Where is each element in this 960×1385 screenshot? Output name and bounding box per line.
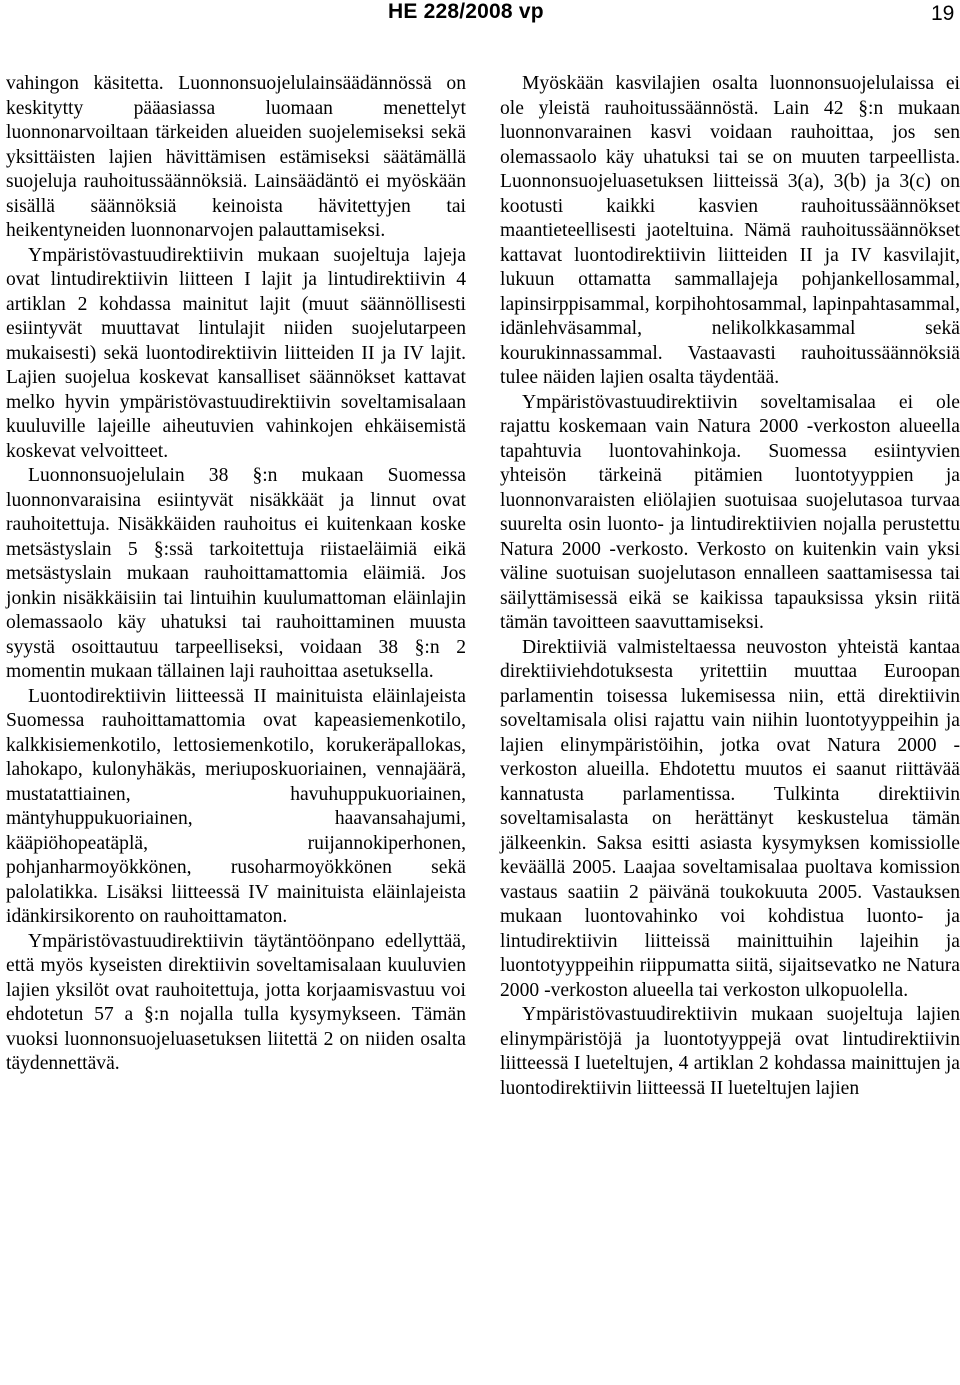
paragraph: Ympäristövastuudirektiivin täytäntöönpano edellyttää, että myös kyseisten direktiivin soveltamisalaan kuuluvien lajien yksilöt ovat rauhoitettuja, jotta korjaamisvastuu voi ehdotetun 57 a §:n nojalla tulla kysymykseen. Tämän vuoksi luonnonsuojeluasetuksen liitettä 2 on niiden osalta täydennettävä. bbox=[6, 930, 466, 1074]
paragraph: Direktiiviä valmisteltaessa neuvoston yhteistä kantaa direktiiviehdotuksesta yritettiin muuttaa Euroopan parlamentin toisessa lukemisessa niin, että direktiivin soveltamisala olisi rajattu vain niihin luontotyyppeihin ja lajien elinympäristöihin, jotka ovat Natura 2000 -verkoston alueilla. Ehdotettu muutos ei saanut riittävää kannatusta parlamentissa. Tulkinta direktiivin soveltamisalasta on herättänyt keskustelua tämän jälkeenkin. Saksa esitti asiasta kysymyksen komissiolle keväällä 2005. Laajaa soveltamisalaa puoltava komission vastaus saatiin 2 päivänä toukokuuta 2005. Vastauksen mukaan luontovahinko voi kohdistua luonto- ja lintudirektiivin liitteissä mainittuihin lajeihin ja luontotyyppeihin riippumatta siitä, sijaitsevatko ne Natura 2000 -verkoston alueella tai verkoston ulkopuolella. bbox=[500, 636, 960, 1001]
paragraph: Luonnonsuojelulain 38 §:n mukaan Suomessa luonnonvaraisina esiintyvät nisäkkäät ja linnut ovat rauhoitettuja. Nisäkkäiden rauhoitus ei kuitenkaan koske metsästyslain 5 §:ssä tarkoitettuja riistaeläimiä eikä metsästyslain mukaan rauhoittamattomia eläimiä. Jos jonkin nisäkkäisiin tai lintuihin kuulumattoman eläinlajin olemassaolo käy uhatuksi tai rauhoittaminen muusta syystä osoittautuu tarpeelliseksi, voidaan 38 §:n 2 momentin mukaan tällainen laji rauhoittaa asetuksella. bbox=[6, 465, 466, 682]
paragraph: Ympäristövastuudirektiivin mukaan suojeltuja lajeja ovat lintudirektiivin liitteen I lajit ja lintudirektiivin 4 artiklan 2 kohdassa mainitut lajit (muut säännöllisesti esiintyvät muuttavat lintulajit niiden suojelutarpeen mukaisesti) sekä luontodirektiivin liitteiden II ja IV lajit. Lajien suojelua koskevat kansalliset säännökset kattavat melko hyvin ympäristövastuudirektiivin soveltamisalaan kuuluville lajeille aiheutuvien vahinkojen ehkäisemistä koskevat velvoitteet. bbox=[6, 244, 466, 462]
paragraph: Luontodirektiivin liitteessä II mainituista eläinlajeista Suomessa rauhoittamattomia ovat kapeasiemenkotilo, kalkkisiemenkotilo, lettosiemenkotilo, korukeräpallokas, lahokapo, kulonyhäkäs, meriuposkuoriainen, vennajäärä, mustatattiainen, havuhuppukuoriainen, mäntyhuppukuoriainen, haavansahajumi, kääpiöhopeatäplä, ruijannokiperhonen, pohjanharmoyökkönen, rusoharmoyökkönen sekä palolatikka. Lisäksi liitteessä IV mainituista eläinlajeista idänkirsikorento on rauhoittamaton. bbox=[6, 685, 466, 927]
paragraph: vahingon käsitetta. Luonnonsuojelulainsäädännössä on keskitytty pääasiassa luomaan menettelyt luonnonarvoiltaan tärkeiden alueiden suojelemiseksi sekä yksittäisten lajien hävittämisen estämiseksi säätämällä suojeluja rauhoitussäännöksiä. Lainsäädäntö ei myöskään sisällä säännöksiä keinoista hävitettyjen tai heikentyneiden luonnonarvojen palauttamiseksi. bbox=[6, 73, 466, 241]
paragraph: Ympäristövastuudirektiivin soveltamisalaa ei ole rajattu koskemaan vain Natura 2000 -verkoston alueella tapahtuvia luontovahinkoja. Suomessa esiintyvien yhteisön tärkeinä pitämien luontotyyppien ja luonnonvaraisten eliölajien suotuisaa suojelutasoa turvaa suurelta osin luonto- ja lintudirektiivien nojalla perustettu Natura 2000 -verkosto. Verkosto on kuitenkin vain yksi väline suotuisan suojelutason ennalleen saattamisessa tai säilyttämisessä eikä se kaikissa tapauksissa yksin riitä tämän tavoitteen saavuttamiseksi. bbox=[500, 391, 960, 633]
left-column bbox=[6, 72, 466, 1077]
paragraph: Myöskään kasvilajien osalta luonnonsuojelulaissa ei ole yleistä rauhoitussäännöstä. Lain 42 §:n mukaan luonnonvarainen kasvi voidaan rauhoittaa, jos sen olemassaolo käy uhatuksi tai se on muuten tarpeellista. Luonnonsuojeluasetuksen liitteissä 3(a), 3(b) ja 3(c) on kootusti kaikki kasvien rauhoitussäännökset maantieteellisesti jaoteltuina. Nämä rauhoitussäännökset kattavat luontodirektiivin liitteiden II ja IV kasvilajit, lukuun ottamatta sammallajeja pohjankellosammal, lapinsirppisammal, korpihohtosammal, lapinpahtasammal, idänlehväsammal, nelikolkkasammal sekä kourukinnassammal. Vastaavasti rauhoitussäännöksiä tulee näiden lajien osalta täydentää. bbox=[500, 73, 960, 388]
right-column bbox=[500, 72, 960, 1101]
paragraph: Ympäristövastuudirektiivin mukaan suojeltuja lajien elinympäristöjä ja luontotyyppejä ovat lintudirektiivin liitteessä I lueteltujen, 4 artiklan 2 kohdassa mainittujen ja luontodirektiivin liitteessä II lueteltujen lajien bbox=[500, 1004, 960, 1099]
page-header bbox=[0, 0, 960, 40]
page-number: 19 bbox=[931, 2, 955, 25]
document-id: HE 228/2008 vp bbox=[388, 0, 544, 23]
